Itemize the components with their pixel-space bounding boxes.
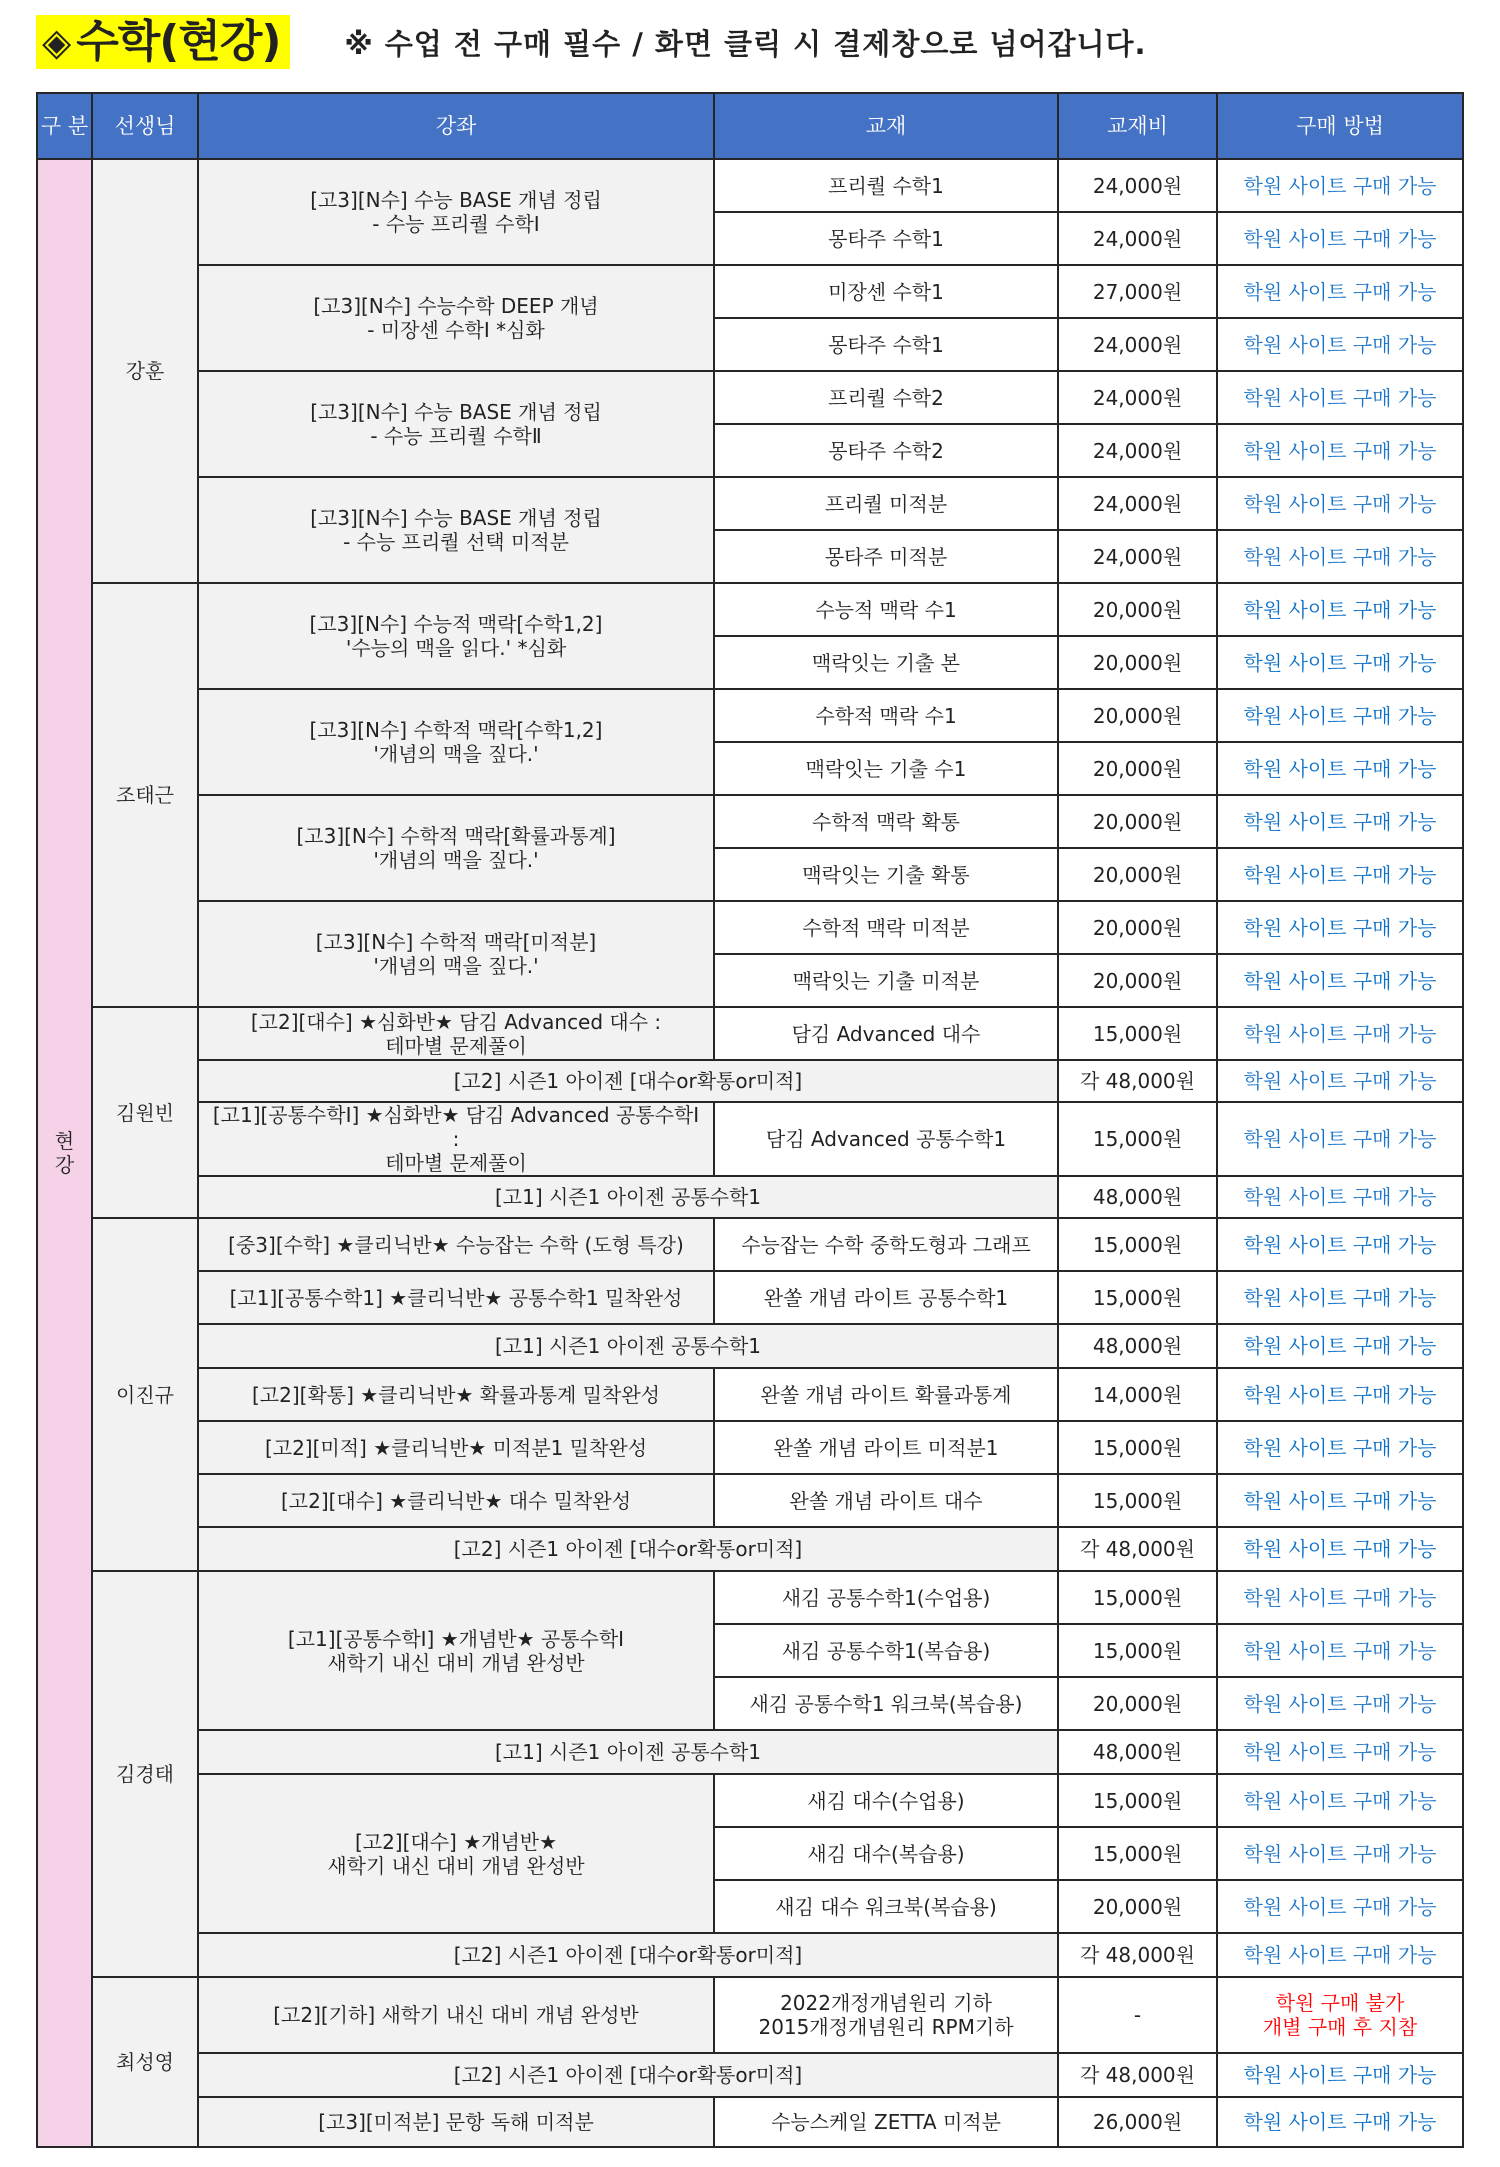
buy-link[interactable]: 학원 사이트 구매 가능 — [1217, 689, 1463, 742]
course-cell: [고2][대수] ★클리닉반★ 대수 밀착완성 — [198, 1474, 714, 1527]
price-cell: 각 48,000원 — [1058, 1527, 1217, 1571]
table-row — [37, 901, 1463, 954]
book-cell: 수능적 맥락 수1 — [714, 583, 1058, 636]
buy-link[interactable]: 학원 사이트 구매 가능 — [1217, 371, 1463, 424]
buy-link[interactable]: 학원 사이트 구매 가능 — [1217, 901, 1463, 954]
book-cell: 맥락잇는 기출 본 — [714, 636, 1058, 689]
price-cell: 20,000원 — [1058, 954, 1217, 1007]
price-cell: 20,000원 — [1058, 848, 1217, 901]
price-cell: 24,000원 — [1058, 212, 1217, 265]
course-cell: [고2][미적] ★클리닉반★ 미적분1 밀착완성 — [198, 1421, 714, 1474]
buy-link[interactable]: 학원 사이트 구매 가능 — [1217, 1368, 1463, 1421]
price-cell: 20,000원 — [1058, 742, 1217, 795]
table-row — [37, 1774, 1463, 1827]
book-cell: 수학적 맥락 미적분 — [714, 901, 1058, 954]
buy-link[interactable]: 학원 사이트 구매 가능 — [1217, 1774, 1463, 1827]
buy-link[interactable]: 학원 사이트 구매 가능 — [1217, 1324, 1463, 1368]
book-cell: 맥락잇는 기출 미적분 — [714, 954, 1058, 1007]
course-cell: [고2][확통] ★클리닉반★ 확률과통계 밀착완성 — [198, 1368, 714, 1421]
course-cell: [고2] 시즌1 아이젠 [대수or확통or미적] — [198, 2053, 1058, 2097]
buy-link[interactable]: 학원 사이트 구매 가능 — [1217, 848, 1463, 901]
table-row — [37, 1102, 1463, 1176]
buy-link[interactable]: 학원 사이트 구매 가능 — [1217, 1176, 1463, 1218]
price-cell: 20,000원 — [1058, 583, 1217, 636]
buy-link[interactable]: 학원 사이트 구매 가능 — [1217, 212, 1463, 265]
course-cell: [고1][공통수학1] ★클리닉반★ 공통수학1 밀착완성 — [198, 1271, 714, 1324]
course-cell: [고1] 시즌1 아이젠 공통수학1 — [198, 1730, 1058, 1774]
price-cell: 26,000원 — [1058, 2097, 1217, 2147]
course-cell: [고3][N수] 수학적 맥락[수학1,2] '개념의 맥을 짚다.' — [198, 689, 714, 795]
table-row — [37, 1368, 1463, 1421]
price-cell: 24,000원 — [1058, 159, 1217, 212]
book-cell: 수능잡는 수학 중학도형과 그래프 — [714, 1218, 1058, 1271]
course-cell: [고1] 시즌1 아이젠 공통수학1 — [198, 1176, 1058, 1218]
buy-link[interactable]: 학원 사이트 구매 가능 — [1217, 1421, 1463, 1474]
book-cell: 프리퀄 수학2 — [714, 371, 1058, 424]
price-cell: 20,000원 — [1058, 795, 1217, 848]
buy-link[interactable]: 학원 사이트 구매 가능 — [1217, 954, 1463, 1007]
buy-unavailable: 학원 구매 불가 개별 구매 후 지참 — [1217, 1977, 1463, 2053]
course-cell: [고3][N수] 수능 BASE 개념 정립 - 수능 프리퀄 선택 미적분 — [198, 477, 714, 583]
buy-link[interactable]: 학원 사이트 구매 가능 — [1217, 1218, 1463, 1271]
header — [36, 14, 1147, 70]
price-cell: 15,000원 — [1058, 1218, 1217, 1271]
course-cell: [고3][N수] 수능 BASE 개념 정립 - 수능 프리퀄 수학Ⅱ — [198, 371, 714, 477]
buy-link[interactable]: 학원 사이트 구매 가능 — [1217, 636, 1463, 689]
book-cell: 몽타주 수학2 — [714, 424, 1058, 477]
course-cell: [고1] 시즌1 아이젠 공통수학1 — [198, 1324, 1058, 1368]
buy-link[interactable]: 학원 사이트 구매 가능 — [1217, 1677, 1463, 1730]
col-header-method: 구매 방법 — [1217, 93, 1463, 159]
buy-link[interactable]: 학원 사이트 구매 가능 — [1217, 265, 1463, 318]
price-cell: 24,000원 — [1058, 530, 1217, 583]
course-cell: [고3][N수] 수능 BASE 개념 정립 - 수능 프리퀄 수학Ⅰ — [198, 159, 714, 265]
buy-link[interactable]: 학원 사이트 구매 가능 — [1217, 1060, 1463, 1102]
book-cell: 새김 대수(수업용) — [714, 1774, 1058, 1827]
table-row — [37, 1474, 1463, 1527]
buy-link[interactable]: 학원 사이트 구매 가능 — [1217, 1933, 1463, 1977]
course-cell: [고2] 시즌1 아이젠 [대수or확통or미적] — [198, 1060, 1058, 1102]
table-row — [37, 583, 1463, 636]
buy-link[interactable]: 학원 사이트 구매 가능 — [1217, 1730, 1463, 1774]
book-cell: 프리퀄 미적분 — [714, 477, 1058, 530]
course-cell: [고2] 시즌1 아이젠 [대수or확통or미적] — [198, 1933, 1058, 1977]
price-cell: 각 48,000원 — [1058, 2053, 1217, 2097]
purchase-notice: ※ 수업 전 구매 필수 / 화면 클릭 시 결제창으로 넘어갑니다. — [344, 26, 1147, 61]
book-cell: 새김 공통수학1(수업용) — [714, 1571, 1058, 1624]
buy-link[interactable]: 학원 사이트 구매 가능 — [1217, 1880, 1463, 1933]
book-cell: 담김 Advanced 대수 — [714, 1007, 1058, 1060]
table-row — [37, 1421, 1463, 1474]
course-cell: [고2][대수] ★개념반★ 새학기 내신 대비 개념 완성반 — [198, 1774, 714, 1933]
buy-link[interactable]: 학원 사이트 구매 가능 — [1217, 1571, 1463, 1624]
table-row — [37, 1271, 1463, 1324]
buy-link[interactable]: 학원 사이트 구매 가능 — [1217, 583, 1463, 636]
book-cell: 새김 대수(복습용) — [714, 1827, 1058, 1880]
course-cell: [고1][공통수학I] ★심화반★ 담김 Advanced 공통수학I : 테마별 문제풀이 — [198, 1102, 714, 1176]
course-cell: [고2][기하] 새학기 내신 대비 개념 완성반 — [198, 1977, 714, 2053]
course-cell: [고3][N수] 수능적 맥락[수학1,2] '수능의 맥을 읽다.' *심화 — [198, 583, 714, 689]
book-cell: 새김 공통수학1 워크북(복습용) — [714, 1677, 1058, 1730]
book-cell: 완쏠 개념 라이트 대수 — [714, 1474, 1058, 1527]
price-cell: 24,000원 — [1058, 371, 1217, 424]
table-row — [37, 1933, 1463, 1977]
price-cell: 15,000원 — [1058, 1421, 1217, 1474]
page-title — [36, 15, 290, 69]
book-cell: 새김 대수 워크북(복습용) — [714, 1880, 1058, 1933]
price-cell: 15,000원 — [1058, 1271, 1217, 1324]
price-cell: 24,000원 — [1058, 424, 1217, 477]
buy-link[interactable]: 학원 사이트 구매 가능 — [1217, 742, 1463, 795]
course-cell: [고1][공통수학I] ★개념반★ 공통수학I 새학기 내신 대비 개념 완성반 — [198, 1571, 714, 1730]
course-cell: [고3][N수] 수능수학 DEEP 개념 - 미장센 수학Ⅰ *심화 — [198, 265, 714, 371]
price-cell: 20,000원 — [1058, 1677, 1217, 1730]
table-row — [37, 371, 1463, 424]
buy-link[interactable]: 학원 사이트 구매 가능 — [1217, 795, 1463, 848]
table-row — [37, 159, 1463, 212]
buy-link[interactable]: 학원 사이트 구매 가능 — [1217, 477, 1463, 530]
course-cell: [중3][수학] ★클리닉반★ 수능잡는 수학 (도형 특강) — [198, 1218, 714, 1271]
table-row — [37, 1730, 1463, 1774]
table-row — [37, 689, 1463, 742]
price-cell: 15,000원 — [1058, 1571, 1217, 1624]
diamond-icon: ◈ — [42, 20, 71, 64]
price-cell: 15,000원 — [1058, 1624, 1217, 1677]
purchase-table — [36, 92, 1464, 2148]
price-cell: 각 48,000원 — [1058, 1060, 1217, 1102]
course-cell: [고2][대수] ★심화반★ 담김 Advanced 대수 : 테마별 문제풀이 — [198, 1007, 714, 1060]
price-cell: 15,000원 — [1058, 1827, 1217, 1880]
col-header-teacher: 선생님 — [92, 93, 198, 159]
table-row — [37, 1007, 1463, 1060]
book-cell: 몽타주 수학1 — [714, 318, 1058, 371]
book-cell: 몽타주 미적분 — [714, 530, 1058, 583]
buy-link[interactable]: 학원 사이트 구매 가능 — [1217, 1102, 1463, 1176]
table-row — [37, 265, 1463, 318]
price-cell: 48,000원 — [1058, 1324, 1217, 1368]
book-cell: 수학적 맥락 확통 — [714, 795, 1058, 848]
book-cell: 맥락잇는 기출 수1 — [714, 742, 1058, 795]
buy-link[interactable]: 학원 사이트 구매 가능 — [1217, 530, 1463, 583]
buy-link[interactable]: 학원 사이트 구매 가능 — [1217, 1624, 1463, 1677]
book-cell: 완쏠 개념 라이트 확률과통계 — [714, 1368, 1058, 1421]
course-cell: [고3][N수] 수학적 맥락[확률과통계] '개념의 맥을 짚다.' — [198, 795, 714, 901]
table-header-row — [37, 93, 1463, 159]
table-row — [37, 1527, 1463, 1571]
table-row — [37, 1324, 1463, 1368]
col-header-category: 구 분 — [37, 93, 92, 159]
category-cell: 현 강 — [37, 159, 92, 2147]
buy-link[interactable]: 학원 사이트 구매 가능 — [1217, 1271, 1463, 1324]
table-row — [37, 2097, 1463, 2147]
price-cell: 48,000원 — [1058, 1176, 1217, 1218]
price-cell: 20,000원 — [1058, 636, 1217, 689]
price-cell: 27,000원 — [1058, 265, 1217, 318]
book-cell: 미장센 수학1 — [714, 265, 1058, 318]
buy-link[interactable]: 학원 사이트 구매 가능 — [1217, 1827, 1463, 1880]
price-cell: 20,000원 — [1058, 689, 1217, 742]
book-cell: 맥락잇는 기출 확통 — [714, 848, 1058, 901]
col-header-price: 교재비 — [1058, 93, 1217, 159]
page-title-text: 수학(현강) — [76, 16, 281, 67]
course-cell: [고2] 시즌1 아이젠 [대수or확통or미적] — [198, 1527, 1058, 1571]
table-row — [37, 2053, 1463, 2097]
table-row — [37, 1060, 1463, 1102]
book-cell: 수학적 맥락 수1 — [714, 689, 1058, 742]
buy-link[interactable]: 학원 사이트 구매 가능 — [1217, 1007, 1463, 1060]
col-header-book: 교재 — [714, 93, 1058, 159]
book-cell: 수능스케일 ZETTA 미적분 — [714, 2097, 1058, 2147]
book-cell: 완쏠 개념 라이트 공통수학1 — [714, 1271, 1058, 1324]
price-cell: 20,000원 — [1058, 901, 1217, 954]
teacher-cell: 김경태 — [92, 1571, 198, 1977]
price-cell: 48,000원 — [1058, 1730, 1217, 1774]
price-cell: 각 48,000원 — [1058, 1933, 1217, 1977]
table-row — [37, 477, 1463, 530]
price-cell: 15,000원 — [1058, 1774, 1217, 1827]
price-cell: - — [1058, 1977, 1217, 2053]
table-row — [37, 1571, 1463, 1624]
price-cell: 24,000원 — [1058, 477, 1217, 530]
price-cell: 15,000원 — [1058, 1474, 1217, 1527]
course-cell: [고3][미적분] 문항 독해 미적분 — [198, 2097, 714, 2147]
book-cell: 2022개정개념원리 기하 2015개정개념원리 RPM기하 — [714, 1977, 1058, 2053]
table-row — [37, 1977, 1463, 2053]
table-row — [37, 1218, 1463, 1271]
buy-link[interactable]: 학원 사이트 구매 가능 — [1217, 318, 1463, 371]
book-cell: 담김 Advanced 공통수학1 — [714, 1102, 1058, 1176]
price-cell: 24,000원 — [1058, 318, 1217, 371]
price-cell: 15,000원 — [1058, 1007, 1217, 1060]
price-cell: 20,000원 — [1058, 1880, 1217, 1933]
teacher-cell: 이진규 — [92, 1218, 198, 1571]
teacher-cell: 조태근 — [92, 583, 198, 1007]
table-row — [37, 795, 1463, 848]
buy-link[interactable]: 학원 사이트 구매 가능 — [1217, 424, 1463, 477]
col-header-course: 강좌 — [198, 93, 714, 159]
price-cell: 14,000원 — [1058, 1368, 1217, 1421]
buy-link[interactable]: 학원 사이트 구매 가능 — [1217, 1527, 1463, 1571]
book-cell: 프리퀄 수학1 — [714, 159, 1058, 212]
buy-link[interactable]: 학원 사이트 구매 가능 — [1217, 1474, 1463, 1527]
book-cell: 새김 공통수학1(복습용) — [714, 1624, 1058, 1677]
buy-link[interactable]: 학원 사이트 구매 가능 — [1217, 159, 1463, 212]
buy-link[interactable]: 학원 사이트 구매 가능 — [1217, 2053, 1463, 2097]
buy-link[interactable]: 학원 사이트 구매 가능 — [1217, 2097, 1463, 2147]
course-cell: [고3][N수] 수학적 맥락[미적분] '개념의 맥을 짚다.' — [198, 901, 714, 1007]
table-row — [37, 1176, 1463, 1218]
book-cell: 몽타주 수학1 — [714, 212, 1058, 265]
teacher-cell: 김원빈 — [92, 1007, 198, 1218]
teacher-cell: 최성영 — [92, 1977, 198, 2147]
price-cell: 15,000원 — [1058, 1102, 1217, 1176]
book-cell: 완쏠 개념 라이트 미적분1 — [714, 1421, 1058, 1474]
teacher-cell: 강훈 — [92, 159, 198, 583]
